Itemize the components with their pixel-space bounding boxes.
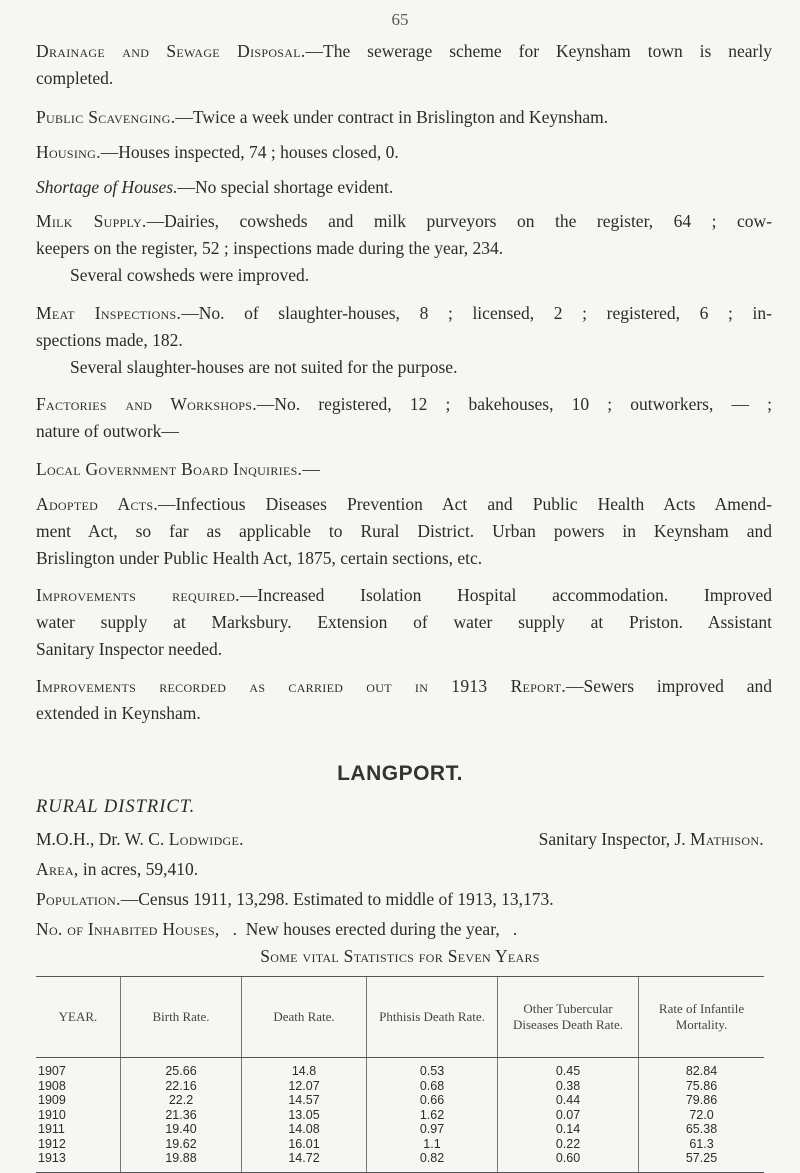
housing-heading: Housing. <box>36 142 101 162</box>
cell-infantile: 61.3 <box>639 1137 765 1152</box>
drainage-heading: Drainage and Sewage Disposal. <box>36 41 306 61</box>
cell-birth: 22.16 <box>121 1079 242 1094</box>
factories-text: —No. registered, 12 ; bakehouses, 10 ; outworkers, — ; <box>256 394 772 414</box>
cell-phthisis: 0.82 <box>367 1151 498 1172</box>
scavenging-text: —Twice a week under contract in Brislington and Keynsham. <box>175 107 609 127</box>
cell-year: 1909 <box>38 1093 66 1107</box>
table-heading: Some vital Statistics for Seven Years <box>260 946 540 966</box>
cell-year: 1912 <box>38 1136 66 1151</box>
cell-tubercular: 0.22 <box>498 1137 639 1152</box>
factories-paragraph <box>36 391 772 418</box>
cell-infantile: 72.0 <box>639 1108 765 1123</box>
meat-paragraph <box>36 300 772 327</box>
improvements-required-heading: Improvements required. <box>36 585 240 605</box>
cell-infantile: 75.86 <box>639 1079 765 1094</box>
col-phthisis: Phthisis Death Rate. <box>367 977 498 1058</box>
cell-birth: 19.62 <box>121 1137 242 1152</box>
col-infantile-mortality: Rate of Infantile Mortality. <box>639 977 765 1058</box>
housing-paragraph <box>36 139 772 166</box>
cell-phthisis: 1.62 <box>367 1108 498 1123</box>
area-label: Area, <box>36 859 79 879</box>
cell-infantile: 65.38 <box>639 1122 765 1137</box>
milk-line-3 <box>36 262 800 289</box>
adopted-line-2 <box>36 518 772 545</box>
moh-label: M.O.H., Dr. W. C. <box>36 829 169 849</box>
vital-statistics-table <box>36 976 764 1173</box>
cell-death: 16.01 <box>242 1137 367 1152</box>
improvements-recorded-paragraph <box>36 673 772 700</box>
table-header-row <box>36 977 764 1058</box>
cell-birth: 25.66 <box>121 1058 242 1079</box>
improvements-recorded-heading: Improvements recorded as carried out in 1913 Report. <box>36 676 567 696</box>
cell-year: 1908 <box>38 1078 66 1093</box>
cell-phthisis: 0.97 <box>367 1122 498 1137</box>
shortage-heading: Shortage of Houses. <box>36 177 178 197</box>
cell-birth: 19.40 <box>121 1122 242 1137</box>
factories-line-2 <box>36 418 772 445</box>
cell-tubercular: 0.14 <box>498 1122 639 1137</box>
table-row <box>36 1108 764 1123</box>
inspector-label: Sanitary Inspector, J. <box>538 829 691 849</box>
col-year: YEAR. <box>36 977 121 1058</box>
factories-text-2: nature of outwork— <box>36 421 179 441</box>
cell-infantile: 57.25 <box>639 1151 765 1172</box>
cell-birth: 19.88 <box>121 1151 242 1172</box>
meat-text-3: Several slaughter-houses are not suited for the purpose. <box>70 357 458 377</box>
cell-tubercular: 0.07 <box>498 1108 639 1123</box>
table-row <box>36 1137 764 1152</box>
milk-text-2: keepers on the register, 52 ; inspections made during the year, 234. <box>36 238 504 258</box>
cell-year: 1910 <box>38 1107 66 1122</box>
adopted-text-2: ment Act, so far as applicable to Rural District. Urban powers in Keynsham and <box>36 521 772 541</box>
adopted-line-3 <box>36 545 772 572</box>
cell-year: 1907 <box>38 1064 66 1078</box>
factories-heading: Factories and Workshops. <box>36 394 257 414</box>
houses-line <box>36 916 764 942</box>
meat-heading: Meat Inspections. <box>36 303 182 323</box>
area-text: in acres, 59,410. <box>78 859 199 879</box>
improvements-required-paragraph <box>36 582 772 609</box>
drainage-paragraph-cont <box>36 65 772 92</box>
lgb-text: — <box>302 459 320 479</box>
meat-text-2: spections made, 182. <box>36 330 183 350</box>
cell-phthisis: 0.68 <box>367 1079 498 1094</box>
cell-death: 12.07 <box>242 1079 367 1094</box>
population-line <box>36 886 764 912</box>
improvements-required-line-3 <box>36 636 772 663</box>
cell-infantile: 79.86 <box>639 1093 765 1108</box>
cell-death: 14.8 <box>242 1058 367 1079</box>
lgb-paragraph <box>36 456 772 483</box>
cell-death: 14.08 <box>242 1122 367 1137</box>
inspector-name: Mathison. <box>690 829 764 849</box>
population-text: —Census 1911, 13,298. Estimated to middle of 1913, 13,173. <box>120 889 554 909</box>
improvements-recorded-line-2 <box>36 700 772 727</box>
table-row <box>36 1122 764 1137</box>
milk-text: —Dairies, cowsheds and milk purveyors on the register, 64 ; cow- <box>146 211 772 231</box>
district-name: LANGPORT. <box>337 762 463 785</box>
lgb-heading: Local Government Board Inquiries. <box>36 459 303 479</box>
moh-name: Lodwidge. <box>168 829 244 849</box>
col-death-rate: Death Rate. <box>242 977 367 1058</box>
improvements-required-text: —Increased Isolation Hospital accommodation. Improved <box>239 585 772 605</box>
improvements-required-line-2 <box>36 609 772 636</box>
housing-text: —Houses inspected, 74 ; houses closed, 0. <box>100 142 399 162</box>
cell-tubercular: 0.38 <box>498 1079 639 1094</box>
drainage-text-2: completed. <box>36 68 114 88</box>
page-number: 65 <box>391 10 409 29</box>
adopted-text: —Infectious Diseases Prevention Act and Public Health Acts Amend- <box>158 494 772 514</box>
meat-text: —No. of slaughter-houses, 8 ; licensed, 2 ; registered, 6 ; in- <box>181 303 772 323</box>
officers-line <box>36 826 764 852</box>
milk-paragraph <box>36 208 772 235</box>
cell-death: 14.72 <box>242 1151 367 1172</box>
adopted-heading: Adopted Acts. <box>36 494 159 514</box>
cell-phthisis: 1.1 <box>367 1137 498 1152</box>
meat-line-2 <box>36 327 772 354</box>
cell-death: 14.57 <box>242 1093 367 1108</box>
shortage-paragraph <box>36 174 772 201</box>
population-label: Population. <box>36 889 121 909</box>
cell-tubercular: 0.60 <box>498 1151 639 1172</box>
cell-birth: 22.2 <box>121 1093 242 1108</box>
cell-death: 13.05 <box>242 1108 367 1123</box>
shortage-text: —No special shortage evident. <box>177 177 394 197</box>
area-line <box>36 856 764 882</box>
milk-text-3: Several cowsheds were improved. <box>70 265 310 285</box>
improvements-recorded-text-2: extended in Keynsham. <box>36 703 201 723</box>
scavenging-paragraph <box>36 104 772 131</box>
cell-birth: 21.36 <box>121 1108 242 1123</box>
cell-phthisis: 0.66 <box>367 1093 498 1108</box>
moh <box>36 826 244 852</box>
cell-phthisis: 0.53 <box>367 1058 498 1079</box>
meat-line-3 <box>36 354 800 381</box>
col-other-tubercular: Other Tubercular Diseases Death Rate. <box>498 977 639 1058</box>
adopted-text-3: Brislington under Public Health Act, 1875, certain sections, etc. <box>36 548 483 568</box>
improvements-required-text-3: Sanitary Inspector needed. <box>36 639 223 659</box>
scavenging-heading: Public Scavenging. <box>36 107 176 127</box>
cell-year: 1911 <box>38 1122 65 1136</box>
adopted-paragraph <box>36 491 772 518</box>
table-row <box>36 1093 764 1108</box>
cell-tubercular: 0.45 <box>498 1058 639 1079</box>
milk-line-2 <box>36 235 772 262</box>
improvements-recorded-text: —Sewers improved and <box>566 676 772 696</box>
drainage-paragraph <box>36 38 772 65</box>
inspector <box>539 826 764 852</box>
houses-label: No. of Inhabited Houses, <box>36 919 220 939</box>
houses-text: . New houses erected during the year, . <box>219 919 518 939</box>
table-row <box>36 1079 764 1094</box>
drainage-text: —The sewerage scheme for Keynsham town is nearly <box>305 41 772 61</box>
col-birth-rate: Birth Rate. <box>121 977 242 1058</box>
cell-year: 1913 <box>36 1151 121 1172</box>
table-row <box>36 1058 764 1079</box>
cell-infantile: 82.84 <box>639 1058 765 1079</box>
improvements-required-text-2: water supply at Marksbury. Extension of water supply at Priston. Assistant <box>36 612 772 632</box>
rural-district-label: RURAL DISTRICT. <box>36 797 196 817</box>
cell-tubercular: 0.44 <box>498 1093 639 1108</box>
milk-heading: Milk Supply. <box>36 211 147 231</box>
